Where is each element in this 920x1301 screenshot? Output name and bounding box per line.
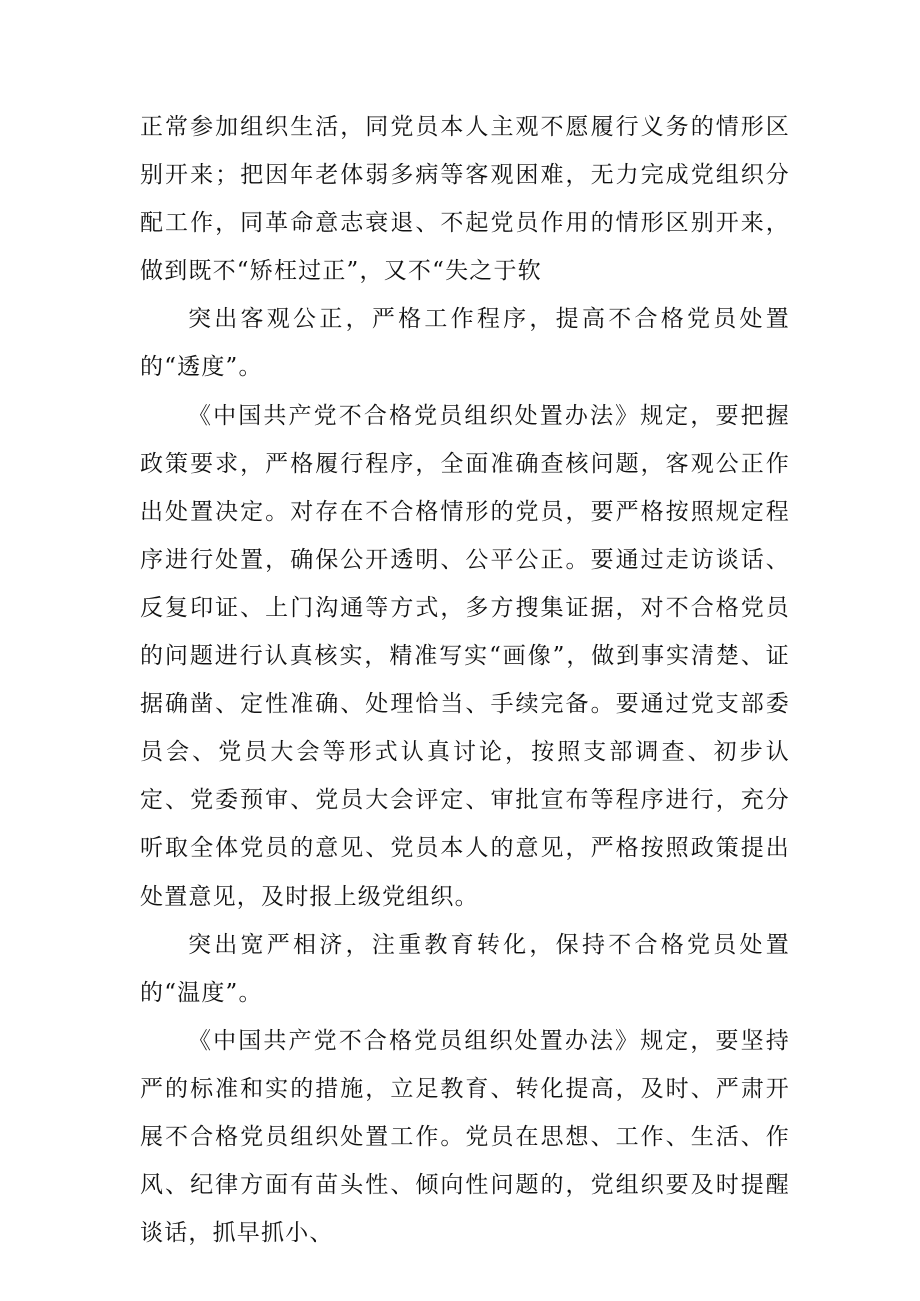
paragraph-3: 《中国共产党不合格党员组织处置办法》规定，要把握政策要求，严格履行程序，全面准确查核问题，客观公正作出处置决定。对存在不合格情形的党员，要严格按照规定程序进行处置，确保公开透明、公平公正。要通过走访谈话、反复印证、上门沟通等方式，多方搜集证据，对不合格党员的问题进行认真核实，精准写实“画像”，做到事实清楚、证据确凿、定性准确、处理恰当、手续完备。要通过党支部委员会、党员大会等形式认真讨论，按照支部调查、初步认定、党委预审、党员大会评定、审批宣布等程序进行，充分听取全体党员的意见、党员本人的意见，严格按照政策提出处置意见，及时报上级党组织。 [140, 402, 790, 910]
paragraph-5: 《中国共产党不合格党员组织处置办法》规定，要坚持严的标准和实的措施，立足教育、转化提高，及时、严肃开展不合格党员组织处置工作。党员在思想、工作、生活、作风、纪律方面有苗头性、倾向性问题的，党组织要及时提醒谈话，抓早抓小、 [140, 1027, 790, 1247]
paragraph-4: 突出宽严相济，注重教育转化，保持不合格党员处置的“温度”。 [140, 931, 790, 1006]
paragraph-2: 突出客观公正，严格工作程序，提高不合格党员处置的“透度”。 [140, 306, 790, 381]
document-body [140, 103, 790, 1257]
paragraph-1: 正常参加组织生活，同党员本人主观不愿履行义务的情形区别开来；把因年老体弱多病等客观困难，无力完成党组织分配工作，同革命意志衰退、不起党员作用的情形区别开来，做到既不“矫枉过正”，又不“失之于软 [140, 114, 790, 285]
